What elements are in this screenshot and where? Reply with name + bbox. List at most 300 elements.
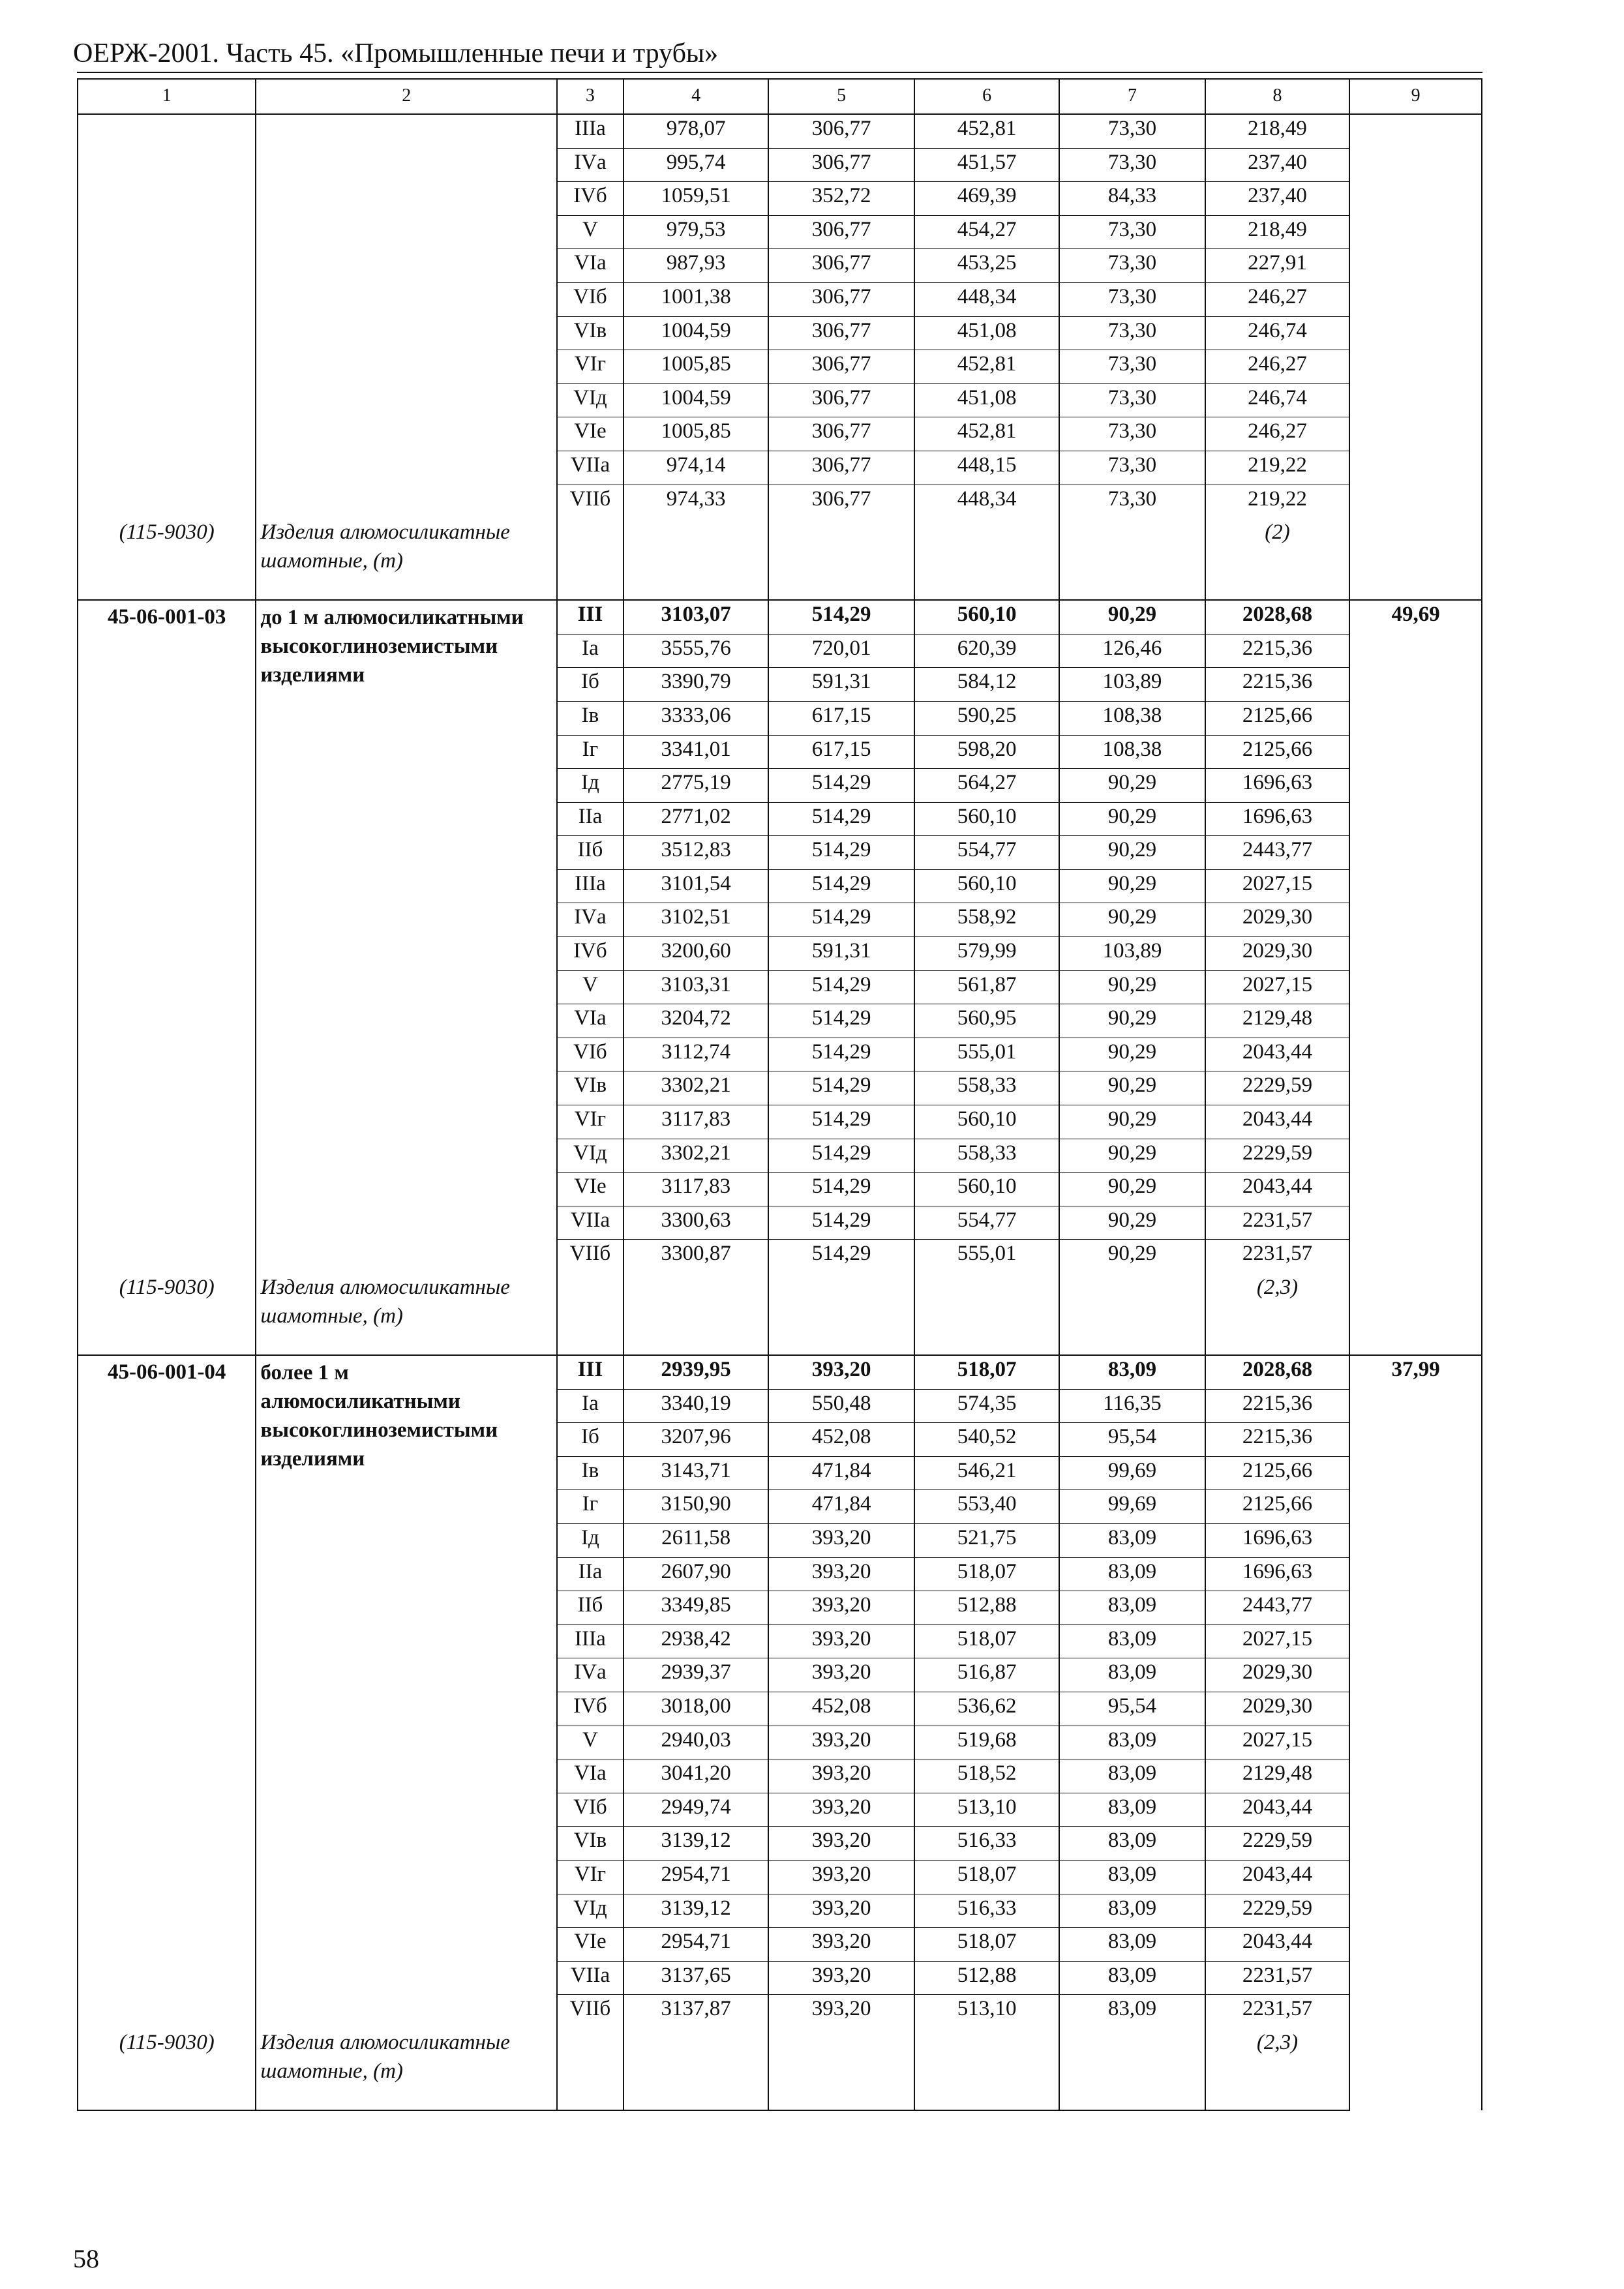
wages: 393,20 bbox=[768, 1726, 914, 1759]
material-cost: 2231,57 bbox=[1205, 1240, 1349, 1273]
region-code: Iд bbox=[557, 769, 624, 803]
material-cost: 2129,48 bbox=[1205, 1759, 1349, 1793]
total-cost: 3101,54 bbox=[624, 869, 768, 903]
region-code: VIг bbox=[557, 1105, 624, 1139]
wages: 514,29 bbox=[768, 1240, 914, 1273]
machine-cost: 451,08 bbox=[914, 316, 1059, 350]
total-cost: 3137,65 bbox=[624, 1961, 768, 1995]
total-cost: 995,74 bbox=[624, 148, 768, 182]
material-cost: 2043,44 bbox=[1205, 1038, 1349, 1071]
empty-cell bbox=[914, 1273, 1059, 1355]
machinist-wages: 83,09 bbox=[1059, 1726, 1205, 1759]
machine-cost: 518,07 bbox=[914, 1928, 1059, 1962]
region-code: IIб bbox=[557, 1591, 624, 1625]
machine-cost: 518,07 bbox=[914, 1860, 1059, 1894]
material-cost: 2028,68 bbox=[1205, 600, 1349, 634]
section-description: более 1 м алюмосиликатными высокоглиноземистыми изделиями bbox=[256, 1355, 557, 2028]
machinist-wages: 90,29 bbox=[1059, 802, 1205, 836]
total-cost: 3207,96 bbox=[624, 1423, 768, 1457]
machine-cost: 519,68 bbox=[914, 1726, 1059, 1759]
machinist-wages: 83,09 bbox=[1059, 1658, 1205, 1692]
total-cost: 2771,02 bbox=[624, 802, 768, 836]
material-cost: 246,27 bbox=[1205, 350, 1349, 384]
wages: 306,77 bbox=[768, 249, 914, 283]
machinist-wages: 83,09 bbox=[1059, 1894, 1205, 1928]
machinist-wages: 90,29 bbox=[1059, 970, 1205, 1004]
material-cost: 1696,63 bbox=[1205, 1523, 1349, 1557]
wages: 514,29 bbox=[768, 1139, 914, 1173]
machine-cost: 452,81 bbox=[914, 350, 1059, 384]
machine-cost: 620,39 bbox=[914, 634, 1059, 668]
machine-cost: 560,10 bbox=[914, 1173, 1059, 1206]
page-number: 58 bbox=[73, 2244, 99, 2273]
machinist-wages: 83,09 bbox=[1059, 1961, 1205, 1995]
machinist-wages: 73,30 bbox=[1059, 215, 1205, 249]
region-code: VIа bbox=[557, 249, 624, 283]
machine-cost: 448,34 bbox=[914, 485, 1059, 518]
machine-cost: 564,27 bbox=[914, 769, 1059, 803]
total-cost: 2607,90 bbox=[624, 1557, 768, 1591]
total-cost: 3041,20 bbox=[624, 1759, 768, 1793]
wages: 393,20 bbox=[768, 1928, 914, 1962]
total-cost: 3333,06 bbox=[624, 701, 768, 735]
wages: 306,77 bbox=[768, 383, 914, 417]
total-cost: 978,07 bbox=[624, 114, 768, 148]
wages: 514,29 bbox=[768, 1038, 914, 1071]
wages: 617,15 bbox=[768, 735, 914, 769]
column-number: 9 bbox=[1349, 79, 1482, 114]
wages: 393,20 bbox=[768, 1793, 914, 1827]
total-cost: 1059,51 bbox=[624, 182, 768, 216]
machinist-wages: 73,30 bbox=[1059, 350, 1205, 384]
region-code: VIIб bbox=[557, 485, 624, 518]
wages: 306,77 bbox=[768, 451, 914, 485]
machinist-wages: 83,09 bbox=[1059, 1995, 1205, 2028]
region-code: VIг bbox=[557, 350, 624, 384]
total-cost: 2949,74 bbox=[624, 1793, 768, 1827]
machinist-wages: 90,29 bbox=[1059, 1004, 1205, 1038]
total-cost: 3117,83 bbox=[624, 1105, 768, 1139]
machine-cost: 555,01 bbox=[914, 1240, 1059, 1273]
machinist-wages: 90,29 bbox=[1059, 769, 1205, 803]
machinist-wages: 103,89 bbox=[1059, 937, 1205, 971]
machinist-wages: 103,89 bbox=[1059, 668, 1205, 702]
machine-cost: 516,33 bbox=[914, 1827, 1059, 1861]
material-cost: 1696,63 bbox=[1205, 769, 1349, 803]
region-code: VIIа bbox=[557, 1206, 624, 1240]
empty-cell bbox=[1059, 1273, 1205, 1355]
machinist-wages: 90,29 bbox=[1059, 1071, 1205, 1105]
region-code: VIе bbox=[557, 417, 624, 451]
total-cost: 3137,87 bbox=[624, 1995, 768, 2028]
material-cost: 2215,36 bbox=[1205, 1423, 1349, 1457]
header-rule bbox=[77, 72, 1482, 73]
total-cost: 3555,76 bbox=[624, 634, 768, 668]
machine-cost: 560,10 bbox=[914, 1105, 1059, 1139]
total-cost: 1004,59 bbox=[624, 316, 768, 350]
machinist-wages: 73,30 bbox=[1059, 417, 1205, 451]
machinist-wages: 73,30 bbox=[1059, 485, 1205, 518]
wages: 471,84 bbox=[768, 1490, 914, 1524]
total-cost: 3390,79 bbox=[624, 668, 768, 702]
region-code: Iа bbox=[557, 1389, 624, 1423]
region-code: IIа bbox=[557, 1557, 624, 1591]
wages: 393,20 bbox=[768, 1894, 914, 1928]
machine-cost: 555,01 bbox=[914, 1038, 1059, 1071]
material-cost: 2027,15 bbox=[1205, 869, 1349, 903]
material-cost: 218,49 bbox=[1205, 114, 1349, 148]
material-cost: 2215,36 bbox=[1205, 634, 1349, 668]
total-cost: 3112,74 bbox=[624, 1038, 768, 1071]
material-cost: 219,22 bbox=[1205, 485, 1349, 518]
wages: 550,48 bbox=[768, 1389, 914, 1423]
wages: 591,31 bbox=[768, 937, 914, 971]
material-cost: 2231,57 bbox=[1205, 1206, 1349, 1240]
region-code: VIв bbox=[557, 1071, 624, 1105]
section-description: до 1 м алюмосиликатными высокоглиноземистыми изделиями bbox=[256, 600, 557, 1273]
machine-cost: 598,20 bbox=[914, 735, 1059, 769]
wages: 514,29 bbox=[768, 1206, 914, 1240]
machine-cost: 560,10 bbox=[914, 869, 1059, 903]
table-row bbox=[78, 600, 1482, 634]
section-total: 49,69 bbox=[1349, 600, 1482, 1355]
region-code: Iв bbox=[557, 1456, 624, 1490]
region-code: Iв bbox=[557, 701, 624, 735]
material-cost: 237,40 bbox=[1205, 182, 1349, 216]
total-cost: 3139,12 bbox=[624, 1894, 768, 1928]
region-code: VIг bbox=[557, 1860, 624, 1894]
machine-cost: 453,25 bbox=[914, 249, 1059, 283]
material-code: (115-9030) bbox=[78, 518, 256, 600]
material-cost: 2215,36 bbox=[1205, 1389, 1349, 1423]
wages: 514,29 bbox=[768, 1105, 914, 1139]
material-cost: 2129,48 bbox=[1205, 1004, 1349, 1038]
machinist-wages: 95,54 bbox=[1059, 1692, 1205, 1726]
machinist-wages: 90,29 bbox=[1059, 1105, 1205, 1139]
machinist-wages: 126,46 bbox=[1059, 634, 1205, 668]
machinist-wages: 90,29 bbox=[1059, 1038, 1205, 1071]
machinist-wages: 95,54 bbox=[1059, 1423, 1205, 1457]
material-quantity: (2) bbox=[1205, 518, 1349, 600]
material-cost: 219,22 bbox=[1205, 451, 1349, 485]
wages: 514,29 bbox=[768, 1071, 914, 1105]
machine-cost: 512,88 bbox=[914, 1591, 1059, 1625]
machine-cost: 518,07 bbox=[914, 1624, 1059, 1658]
region-code: VIв bbox=[557, 316, 624, 350]
empty-cell bbox=[914, 518, 1059, 600]
wages: 471,84 bbox=[768, 1456, 914, 1490]
wages: 306,77 bbox=[768, 148, 914, 182]
machinist-wages: 73,30 bbox=[1059, 114, 1205, 148]
total-cost: 979,53 bbox=[624, 215, 768, 249]
region-code: Iг bbox=[557, 1490, 624, 1524]
column-number: 3 bbox=[557, 79, 624, 114]
material-name: Изделия алюмосиликатные шамотные, (т) bbox=[256, 2028, 557, 2110]
region-code: VIа bbox=[557, 1004, 624, 1038]
total-cost: 3103,07 bbox=[624, 600, 768, 634]
material-cost: 2029,30 bbox=[1205, 937, 1349, 971]
total-cost: 987,93 bbox=[624, 249, 768, 283]
wages: 306,77 bbox=[768, 282, 914, 316]
machine-cost: 521,75 bbox=[914, 1523, 1059, 1557]
material-quantity: (2,3) bbox=[1205, 2028, 1349, 2110]
machine-cost: 452,81 bbox=[914, 114, 1059, 148]
empty-cell bbox=[1059, 2028, 1205, 2110]
column-number: 7 bbox=[1059, 79, 1205, 114]
region-code: IIа bbox=[557, 802, 624, 836]
material-cost: 237,40 bbox=[1205, 148, 1349, 182]
machine-cost: 540,52 bbox=[914, 1423, 1059, 1457]
empty-cell bbox=[768, 2028, 914, 2110]
machinist-wages: 83,09 bbox=[1059, 1523, 1205, 1557]
machine-cost: 546,21 bbox=[914, 1456, 1059, 1490]
material-cost: 218,49 bbox=[1205, 215, 1349, 249]
machine-cost: 558,92 bbox=[914, 903, 1059, 937]
machine-cost: 516,33 bbox=[914, 1894, 1059, 1928]
wages: 617,15 bbox=[768, 701, 914, 735]
region-code: IVа bbox=[557, 1658, 624, 1692]
region-code: Iд bbox=[557, 1523, 624, 1557]
total-cost: 2775,19 bbox=[624, 769, 768, 803]
material-cost: 246,74 bbox=[1205, 316, 1349, 350]
wages: 452,08 bbox=[768, 1692, 914, 1726]
machinist-wages: 83,09 bbox=[1059, 1591, 1205, 1625]
estimate-table bbox=[77, 78, 1482, 2111]
total-cost: 3300,63 bbox=[624, 1206, 768, 1240]
total-cost: 2954,71 bbox=[624, 1928, 768, 1962]
machine-cost: 452,81 bbox=[914, 417, 1059, 451]
material-cost: 2043,44 bbox=[1205, 1173, 1349, 1206]
machinist-wages: 73,30 bbox=[1059, 383, 1205, 417]
machinist-wages: 73,30 bbox=[1059, 316, 1205, 350]
total-cost: 974,33 bbox=[624, 485, 768, 518]
wages: 514,29 bbox=[768, 836, 914, 870]
wages: 393,20 bbox=[768, 1759, 914, 1793]
material-cost: 2043,44 bbox=[1205, 1105, 1349, 1139]
machinist-wages: 90,29 bbox=[1059, 869, 1205, 903]
total-cost: 1004,59 bbox=[624, 383, 768, 417]
wages: 393,20 bbox=[768, 1624, 914, 1658]
column-number: 1 bbox=[78, 79, 256, 114]
section-total bbox=[1349, 114, 1482, 600]
material-cost: 2229,59 bbox=[1205, 1894, 1349, 1928]
machine-cost: 518,07 bbox=[914, 1355, 1059, 1389]
total-cost: 3139,12 bbox=[624, 1827, 768, 1861]
material-cost: 2125,66 bbox=[1205, 735, 1349, 769]
material-cost: 246,74 bbox=[1205, 383, 1349, 417]
material-cost: 2125,66 bbox=[1205, 701, 1349, 735]
region-code: Iа bbox=[557, 634, 624, 668]
region-code: VIб bbox=[557, 1793, 624, 1827]
machine-cost: 554,77 bbox=[914, 836, 1059, 870]
material-cost: 2125,66 bbox=[1205, 1456, 1349, 1490]
empty-cell bbox=[914, 2028, 1059, 2110]
machinist-wages: 83,09 bbox=[1059, 1860, 1205, 1894]
wages: 514,29 bbox=[768, 1004, 914, 1038]
material-cost: 2027,15 bbox=[1205, 1726, 1349, 1759]
total-cost: 3150,90 bbox=[624, 1490, 768, 1524]
machinist-wages: 108,38 bbox=[1059, 701, 1205, 735]
column-number: 6 bbox=[914, 79, 1059, 114]
material-cost: 2125,66 bbox=[1205, 1490, 1349, 1524]
material-cost: 2029,30 bbox=[1205, 1692, 1349, 1726]
column-number: 5 bbox=[768, 79, 914, 114]
material-cost: 1696,63 bbox=[1205, 1557, 1349, 1591]
material-cost: 2027,15 bbox=[1205, 1624, 1349, 1658]
region-code: IIIа bbox=[557, 869, 624, 903]
machine-cost: 513,10 bbox=[914, 1995, 1059, 2028]
wages: 393,20 bbox=[768, 1557, 914, 1591]
wages: 306,77 bbox=[768, 215, 914, 249]
machine-cost: 558,33 bbox=[914, 1139, 1059, 1173]
machine-cost: 518,52 bbox=[914, 1759, 1059, 1793]
total-cost: 2611,58 bbox=[624, 1523, 768, 1557]
material-cost: 2043,44 bbox=[1205, 1928, 1349, 1962]
empty-cell bbox=[557, 2028, 624, 2110]
machine-cost: 584,12 bbox=[914, 668, 1059, 702]
wages: 514,29 bbox=[768, 1173, 914, 1206]
region-code: VIб bbox=[557, 1038, 624, 1071]
region-code: VIд bbox=[557, 1894, 624, 1928]
table-row bbox=[78, 1355, 1482, 1389]
machinist-wages: 83,09 bbox=[1059, 1624, 1205, 1658]
machine-cost: 579,99 bbox=[914, 937, 1059, 971]
region-code: VIIб bbox=[557, 1240, 624, 1273]
total-cost: 3102,51 bbox=[624, 903, 768, 937]
total-cost: 2939,37 bbox=[624, 1658, 768, 1692]
machine-cost: 560,95 bbox=[914, 1004, 1059, 1038]
machine-cost: 516,87 bbox=[914, 1658, 1059, 1692]
column-number-row bbox=[78, 79, 1482, 114]
material-cost: 2027,15 bbox=[1205, 970, 1349, 1004]
machinist-wages: 83,09 bbox=[1059, 1759, 1205, 1793]
total-cost: 3143,71 bbox=[624, 1456, 768, 1490]
wages: 306,77 bbox=[768, 114, 914, 148]
total-cost: 1005,85 bbox=[624, 417, 768, 451]
machine-cost: 454,27 bbox=[914, 215, 1059, 249]
machine-cost: 469,39 bbox=[914, 182, 1059, 216]
machinist-wages: 83,09 bbox=[1059, 1355, 1205, 1389]
machine-cost: 518,07 bbox=[914, 1557, 1059, 1591]
region-code: VIIб bbox=[557, 1995, 624, 2028]
material-cost: 2215,36 bbox=[1205, 668, 1349, 702]
wages: 514,29 bbox=[768, 903, 914, 937]
region-code: III bbox=[557, 1355, 624, 1389]
region-code: IIIа bbox=[557, 114, 624, 148]
region-code: IIб bbox=[557, 836, 624, 870]
total-cost: 974,14 bbox=[624, 451, 768, 485]
material-quantity: (2,3) bbox=[1205, 1273, 1349, 1355]
material-cost: 2229,59 bbox=[1205, 1827, 1349, 1861]
material-row bbox=[78, 2028, 1482, 2110]
total-cost: 2940,03 bbox=[624, 1726, 768, 1759]
region-code: Iб bbox=[557, 1423, 624, 1457]
material-cost: 2043,44 bbox=[1205, 1793, 1349, 1827]
machine-cost: 574,35 bbox=[914, 1389, 1059, 1423]
material-cost: 2028,68 bbox=[1205, 1355, 1349, 1389]
total-cost: 1001,38 bbox=[624, 282, 768, 316]
total-cost: 3200,60 bbox=[624, 937, 768, 971]
machine-cost: 512,88 bbox=[914, 1961, 1059, 1995]
region-code: VIб bbox=[557, 282, 624, 316]
empty-cell bbox=[1059, 518, 1205, 600]
material-cost: 1696,63 bbox=[1205, 802, 1349, 836]
region-code: VIд bbox=[557, 1139, 624, 1173]
wages: 393,20 bbox=[768, 1523, 914, 1557]
machine-cost: 561,87 bbox=[914, 970, 1059, 1004]
material-cost: 2029,30 bbox=[1205, 1658, 1349, 1692]
machinist-wages: 90,29 bbox=[1059, 600, 1205, 634]
empty-cell bbox=[768, 1273, 914, 1355]
material-cost: 2229,59 bbox=[1205, 1071, 1349, 1105]
total-cost: 3204,72 bbox=[624, 1004, 768, 1038]
machinist-wages: 83,09 bbox=[1059, 1928, 1205, 1962]
empty-cell bbox=[557, 518, 624, 600]
material-code: (115-9030) bbox=[78, 2028, 256, 2110]
wages: 393,20 bbox=[768, 1591, 914, 1625]
region-code: VIд bbox=[557, 383, 624, 417]
region-code: VIв bbox=[557, 1827, 624, 1861]
wages: 452,08 bbox=[768, 1423, 914, 1457]
wages: 306,77 bbox=[768, 316, 914, 350]
machine-cost: 448,15 bbox=[914, 451, 1059, 485]
wages: 352,72 bbox=[768, 182, 914, 216]
section-description bbox=[256, 114, 557, 518]
wages: 306,77 bbox=[768, 350, 914, 384]
material-cost: 246,27 bbox=[1205, 282, 1349, 316]
material-row bbox=[78, 1273, 1482, 1355]
machine-cost: 451,08 bbox=[914, 383, 1059, 417]
region-code: IVб bbox=[557, 1692, 624, 1726]
machinist-wages: 90,29 bbox=[1059, 836, 1205, 870]
wages: 591,31 bbox=[768, 668, 914, 702]
machinist-wages: 73,30 bbox=[1059, 148, 1205, 182]
material-cost: 2443,77 bbox=[1205, 836, 1349, 870]
region-code: VIе bbox=[557, 1173, 624, 1206]
wages: 720,01 bbox=[768, 634, 914, 668]
empty-cell bbox=[557, 1273, 624, 1355]
machine-cost: 448,34 bbox=[914, 282, 1059, 316]
machinist-wages: 90,29 bbox=[1059, 1139, 1205, 1173]
total-cost: 3018,00 bbox=[624, 1692, 768, 1726]
region-code: IVб bbox=[557, 182, 624, 216]
total-cost: 2939,95 bbox=[624, 1355, 768, 1389]
total-cost: 3349,85 bbox=[624, 1591, 768, 1625]
total-cost: 3340,19 bbox=[624, 1389, 768, 1423]
table-row bbox=[78, 114, 1482, 148]
wages: 514,29 bbox=[768, 802, 914, 836]
machinist-wages: 83,09 bbox=[1059, 1557, 1205, 1591]
machine-cost: 513,10 bbox=[914, 1793, 1059, 1827]
section-code bbox=[78, 114, 256, 518]
empty-cell bbox=[768, 518, 914, 600]
region-code: IIIа bbox=[557, 1624, 624, 1658]
material-cost: 2231,57 bbox=[1205, 1961, 1349, 1995]
wages: 393,20 bbox=[768, 1860, 914, 1894]
machine-cost: 590,25 bbox=[914, 701, 1059, 735]
machine-cost: 536,62 bbox=[914, 1692, 1059, 1726]
empty-cell bbox=[624, 518, 768, 600]
region-code: VIа bbox=[557, 1759, 624, 1793]
region-code: VIIа bbox=[557, 1961, 624, 1995]
total-cost: 3300,87 bbox=[624, 1240, 768, 1273]
machine-cost: 554,77 bbox=[914, 1206, 1059, 1240]
column-number: 4 bbox=[624, 79, 768, 114]
material-cost: 2443,77 bbox=[1205, 1591, 1349, 1625]
region-code: VIе bbox=[557, 1928, 624, 1962]
total-cost: 2938,42 bbox=[624, 1624, 768, 1658]
material-cost: 246,27 bbox=[1205, 417, 1349, 451]
